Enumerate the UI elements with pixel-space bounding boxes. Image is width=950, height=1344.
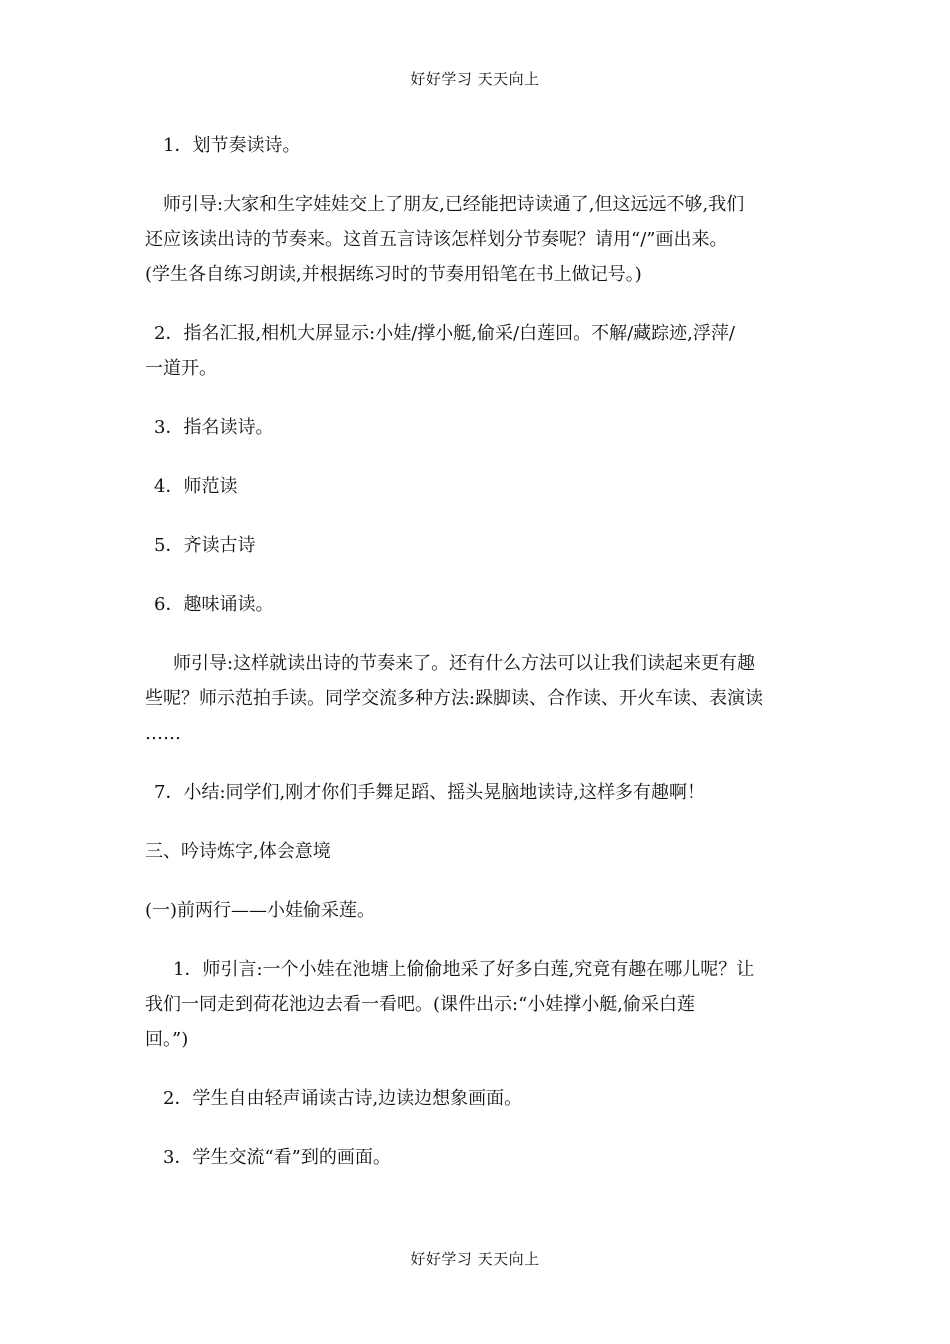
text-line: 1．师引言:一个小娃在池塘上偷偷地采了好多白莲,究竟有趣在哪儿呢？让 — [173, 959, 755, 980]
page-footer: 好好学习 天天向上 — [410, 1250, 540, 1268]
page-header: 好好学习 天天向上 — [410, 70, 540, 88]
paragraph-step-2 — [145, 316, 810, 386]
text-line: 些呢？师示范拍手读。同学交流多种方法:跺脚读、合作读、开火车读、表演读 — [145, 688, 764, 709]
paragraph-teacher-intro — [145, 952, 810, 1057]
paragraph-teacher-guide-1 — [145, 187, 810, 292]
paragraph-teacher-guide-2 — [145, 646, 810, 751]
text-line: (学生各自练习朗读,并根据练习时的节奏用铅笔在书上做记号。) — [145, 264, 642, 285]
paragraph-step-3: 3．指名读诗。 — [154, 417, 274, 438]
text-line: 师引导:这样就读出诗的节奏来了。还有什么方法可以让我们读起来更有趣 — [173, 653, 756, 674]
paragraph-step-1: 1．划节奏读诗。 — [163, 135, 301, 156]
text-line: 还应该读出诗的节奏来。这首五言诗该怎样划分节奏呢？请用“/”画出来。 — [145, 229, 728, 250]
paragraph-step-6: 6．趣味诵读。 — [154, 594, 274, 615]
text-line: 一道开。 — [145, 358, 217, 379]
text-line: 回。”) — [145, 1029, 189, 1050]
paragraph-step-4: 4．师范读 — [154, 476, 238, 497]
text-line: …… — [145, 723, 181, 744]
paragraph-step-7: 7．小结:同学们,刚才你们手舞足蹈、摇头晃脑地读诗,这样多有趣啊！ — [154, 782, 705, 803]
subsection-heading-1: (一)前两行——小娃偷采莲。 — [145, 900, 376, 921]
paragraph-step-5: 5．齐读古诗 — [154, 535, 256, 556]
section-heading-3: 三、吟诗炼字,体会意境 — [145, 841, 331, 862]
text-line: 2．指名汇报,相机大屏显示:小娃/撑小艇,偷采/白莲回。不解/藏踪迹,浮萍/ — [154, 323, 735, 344]
text-line: 我们一同走到荷花池边去看一看吧。(课件出示:“小娃撑小艇,偷采白莲 — [145, 994, 696, 1015]
paragraph-step-2b: 2．学生自由轻声诵读古诗,边读边想象画面。 — [163, 1088, 523, 1109]
document-body — [145, 128, 810, 1175]
text-line: 师引导:大家和生字娃娃交上了朋友,已经能把诗读通了,但这远远不够,我们 — [163, 194, 745, 215]
paragraph-step-3b: 3．学生交流“看”到的画面。 — [163, 1147, 391, 1168]
